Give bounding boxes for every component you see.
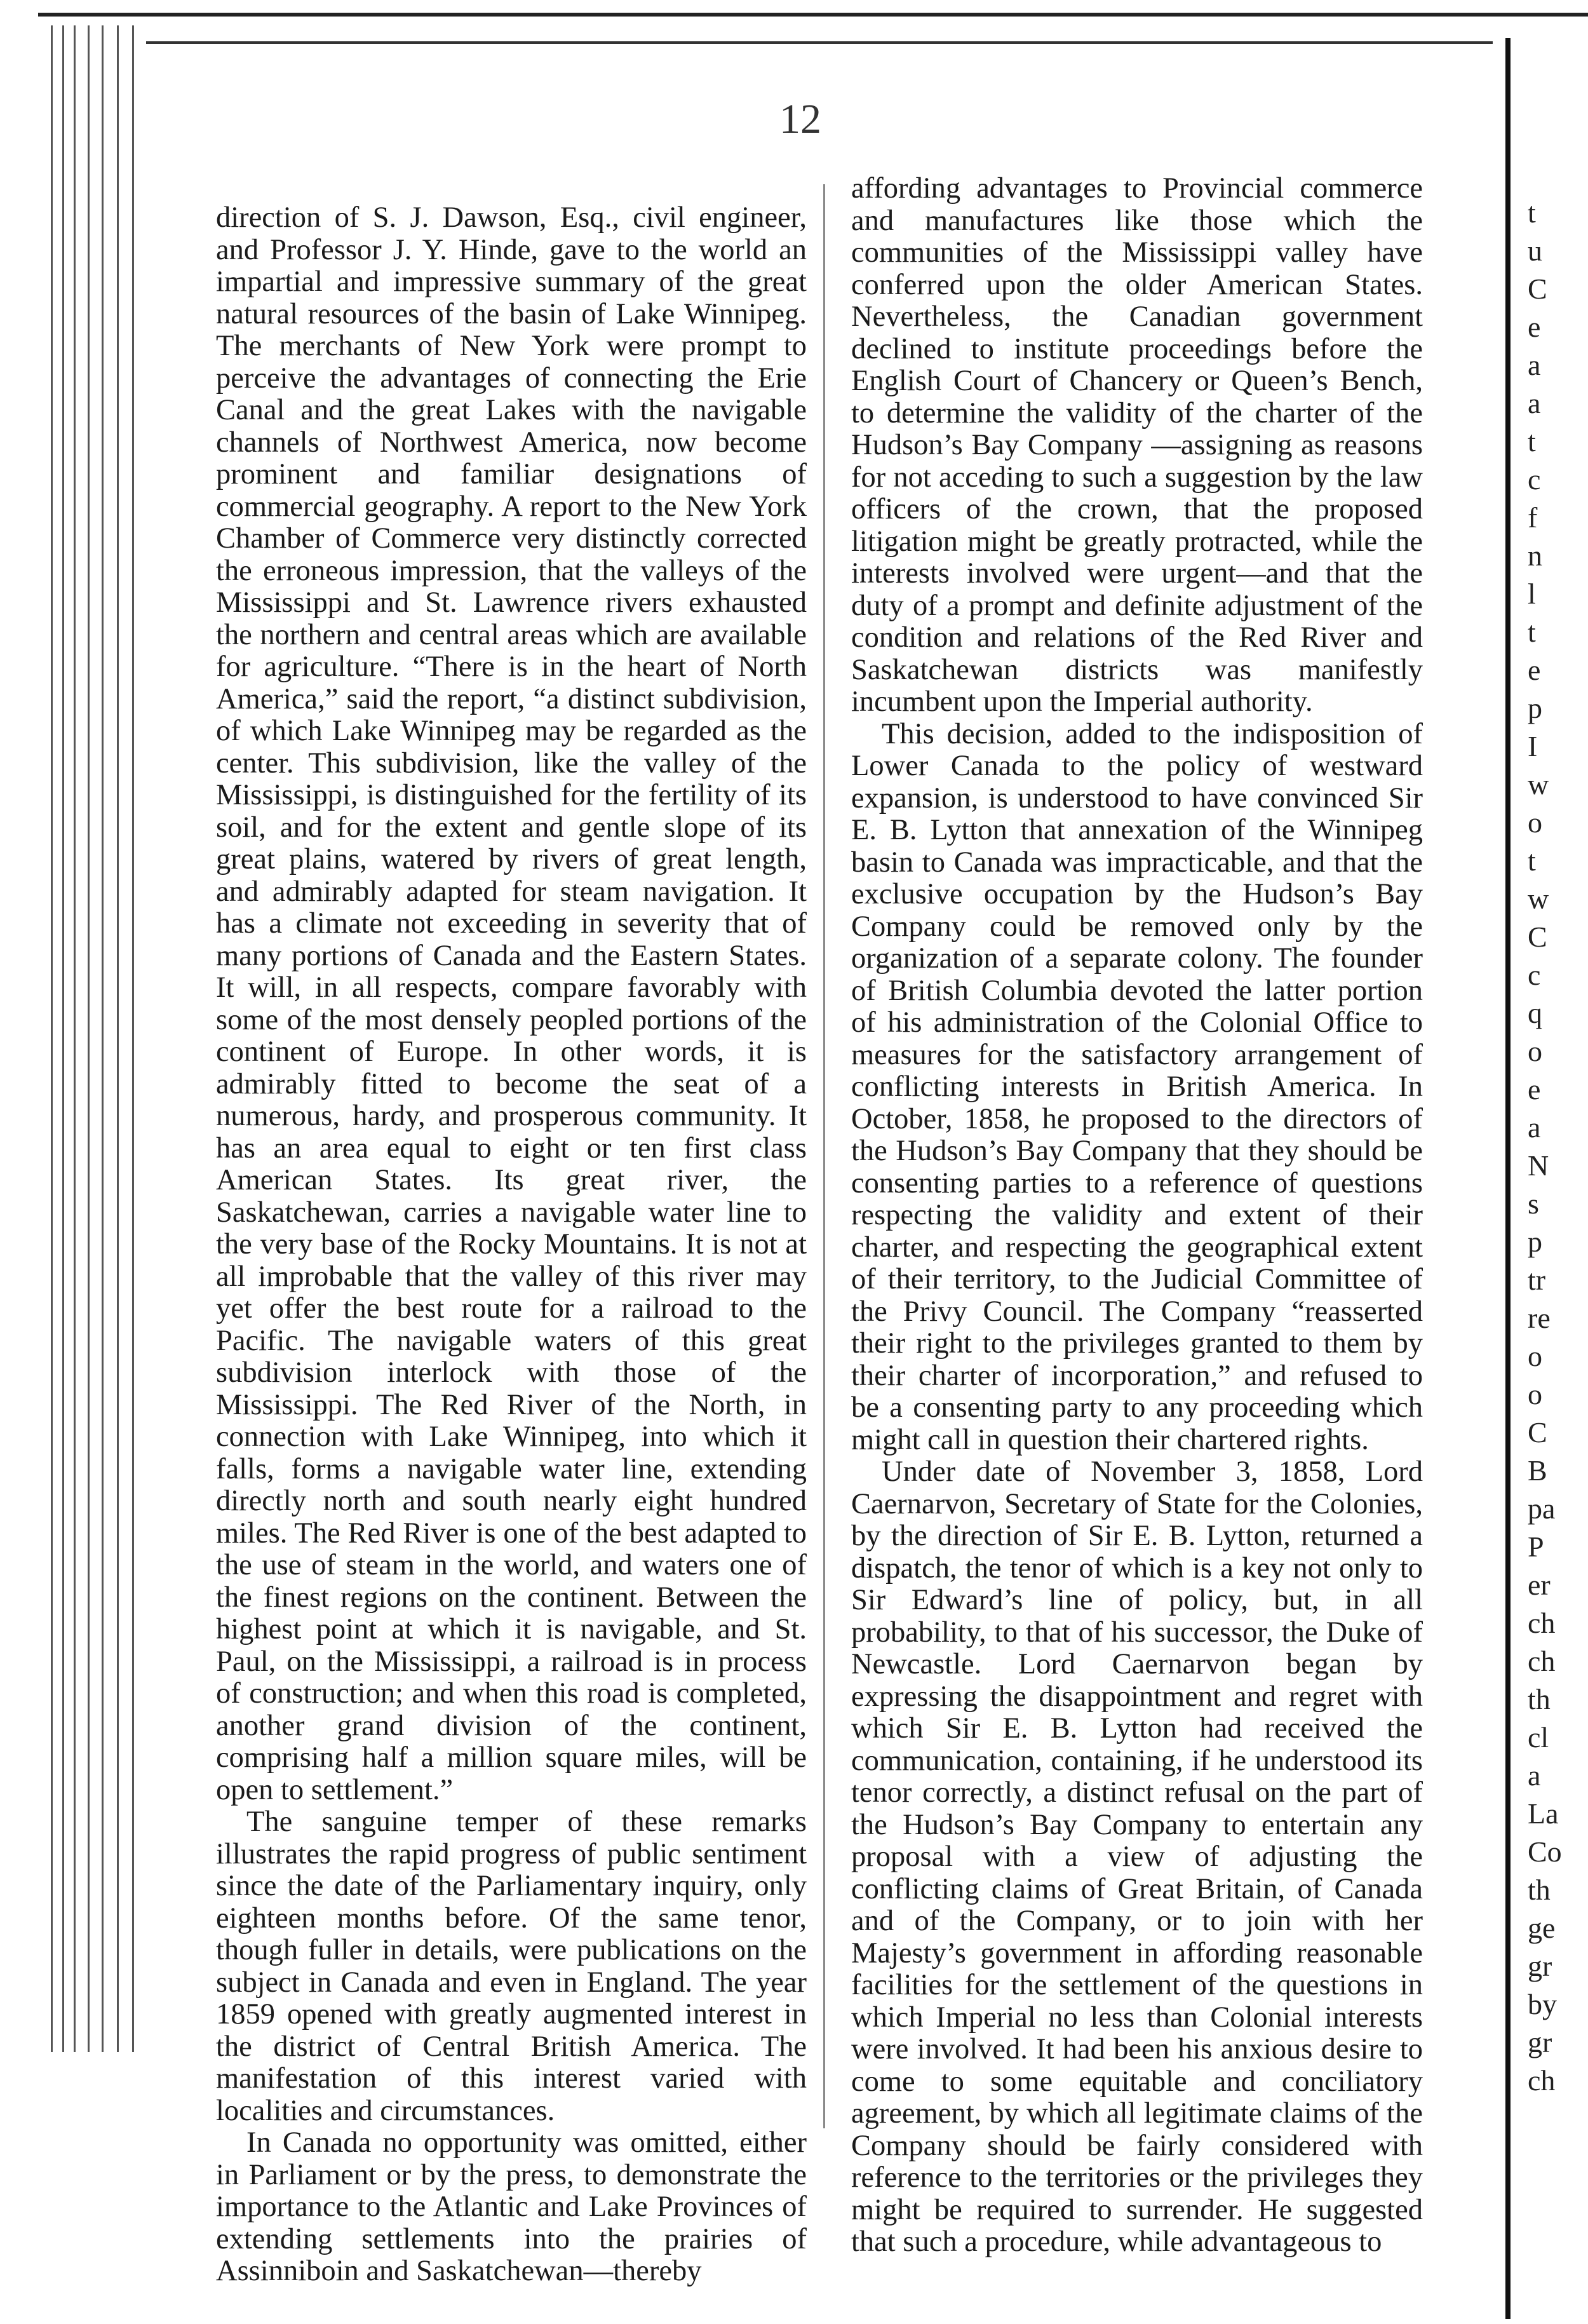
fragment-letter: w — [1528, 882, 1549, 915]
fragment-letter: re — [1528, 1302, 1551, 1334]
left-text-column — [216, 202, 807, 2288]
right-text-column — [851, 173, 1423, 2259]
fragment-letter: t — [1528, 425, 1536, 457]
fragment-letter: o — [1528, 806, 1542, 839]
fragment-letter: o — [1528, 1340, 1542, 1372]
fragment-letter: th — [1528, 1683, 1551, 1715]
column-divider — [823, 184, 825, 2128]
fragment-letter: a — [1528, 387, 1541, 419]
fragment-letter: p — [1528, 1226, 1542, 1258]
fragment-letter: ch — [1528, 2064, 1556, 2097]
fragment-letter: ge — [1528, 1912, 1556, 1944]
fragment-letter: c — [1528, 463, 1541, 496]
fragment-letter: I — [1528, 730, 1538, 762]
fragment-letter: p — [1528, 692, 1542, 724]
fragment-letter: N — [1528, 1149, 1549, 1182]
fragment-letter: La — [1528, 1797, 1559, 1830]
fragment-letter: B — [1528, 1454, 1547, 1487]
book-edge-pages — [51, 25, 146, 2052]
fragment-letter: C — [1528, 1416, 1547, 1449]
fragment-letter: t — [1528, 616, 1536, 648]
page-number: 12 — [779, 96, 821, 142]
fragment-letter: C — [1528, 273, 1547, 305]
paragraph: Under date of November 3, 1858, Lord Caernarvon, Secretary of State for the Colonies, by the direction of Sir E. B. Lytton, returned a dispatch, the tenor of which is a key not only to Sir Edward’s line of policy, but, in all probability, to that of his successor, the Duke of Newcastle. Lord Caernarvon began by expressing the disappointment and regret with which Sir E. B. Lytton had received the communication, containing, if he understood its tenor correctly, a distinct refusal on the part of the Hudson’s Bay Company to entertain any proposal with a view of adjusting the conflicting claims of Great Britain, of Canada and of the Company, or to join with her Majesty’s government in affording reasonable facilities for the settlement of the questions in which Imperial no less than Colonial interests were involved. It had been his anxious desire to come to some equitable and conciliatory agreement, by which all legitimate claims of the Company should be fairly considered with reference to the territories or the privileges they might be required to surrender. He suggested that such a procedure, while advantageous to — [851, 1456, 1423, 2258]
gutter-shadow — [1505, 38, 1511, 2319]
fragment-letter: q — [1528, 997, 1542, 1029]
paragraph: In Canada no opportunity was omitted, either in Parliament or by the press, to demonstrate the importance to the Atlantic and Lake Provinces of extending settlements into the prairies of Assinniboin and Saskatchewan—thereby — [216, 2126, 807, 2287]
fragment-letter: w — [1528, 768, 1549, 801]
fragment-letter: u — [1528, 234, 1542, 267]
fragment-letter: c — [1528, 959, 1541, 991]
fragment-letter: a — [1528, 1759, 1541, 1792]
fragment-letter: a — [1528, 349, 1541, 381]
next-page-fragment — [1515, 38, 1585, 2319]
paragraph: The sanguine temper of these remarks illustrates the rapid progress of public sentiment since the date of the Parliamentary inquiry, only eighteen months before. Of the same tenor, though fuller in details, were publications on the subject in Canada and even in England. The year 1859 opened with greatly augmented interest in the district of Central British America. The manifestation of this interest varied with localities and circumstances. — [216, 1806, 807, 2127]
fragment-letter: f — [1528, 501, 1538, 534]
fragment-letter: pa — [1528, 1492, 1556, 1525]
fragment-letter: P — [1528, 1530, 1544, 1563]
paragraph: direction of S. J. Dawson, Esq., civil engineer, and Professor J. Y. Hinde, gave to the world an impartial and impressive summary of the great natural resources of the basin of Lake Winnipeg. The merchants of New York were prompt to perceive the advantages of connecting the Erie Canal and the great Lakes with the navigable channels of Northwest America, now become prominent and familiar designations of commercial geography. A report to the New York Chamber of Commerce very distinctly corrected the erroneous impression, that the valleys of the Mississippi and St. Lawrence rivers exhausted the northern and central areas which are available for agriculture. “There is in the heart of North America,” said the report, “a distinct subdivision, of which Lake Winnipeg may be regarded as the center. This subdivision, like the valley of the Mississippi, is distinguished for the fertility of its soil, and for the extent and gentle slope of its great plains, watered by rivers of great length, and admirably adapted for steam navigation. It has a climate not exceeding in severity that of many portions of Canada and the Eastern States. It will, in all respects, compare favorably with some of the most densely peopled portions of the continent of Europe. In other words, it is admirably fitted to become the seat of a numerous, hardy, and prosperous community. It has an area equal to eight or ten first class American States. Its great river, the Saskatchewan, carries a navigable water line to the very base of the Rocky Mountains. It is not at all improbable that the valley of this river may yet offer the best route for a railroad to the Pacific. The navigable waters of this great subdivision interlock with those of the Mississippi. The Red River of the North, in connection with Lake Winnipeg, into which it falls, forms a navigable water line, extending directly north and south nearly eight hundred miles. The Red River is one of the best adapted to the use of steam in the world, and waters one of the finest regions on the continent. Between the highest point at which it is navigable, and St. Paul, on the Mississippi, a railroad is in process of construction; and when this road is completed, another grand division of the continent, comprising half a million square miles, will be open to settlement.” — [216, 201, 807, 1806]
fragment-letter: o — [1528, 1035, 1542, 1067]
fragment-letter: gr — [1528, 2026, 1552, 2058]
fragment-letter: t — [1528, 196, 1536, 229]
paragraph: affording advantages to Provincial commerce and manufactures like those which the communities of the Mississippi valley have conferred upon the older American States. Nevertheless, the Canadian government declined to institute proceedings before the English Court of Chancery or Queen’s Bench, to determine the validity of the charter of the Hudson’s Bay Company —assigning as reasons for not acceding to such a suggestion by the law officers of the crown, that the proposed litigation might be greatly protracted, while the interests involved were urgent—and that the duty of a prompt and definite adjustment of the condition and relations of the Red River and Saskatchewan districts was manifestly incumbent upon the Imperial authority. — [851, 172, 1423, 718]
fragment-letter: e — [1528, 1073, 1541, 1105]
fragment-letter: n — [1528, 539, 1542, 572]
fragment-letter: C — [1528, 921, 1547, 953]
fragment-letter: ch — [1528, 1607, 1556, 1639]
fragment-letter: ch — [1528, 1645, 1556, 1677]
fragment-letter: by — [1528, 1988, 1557, 2020]
fragment-letter: er — [1528, 1569, 1551, 1601]
fragment-letter: s — [1528, 1187, 1539, 1220]
fragment-letter: l — [1528, 578, 1536, 610]
fragment-letter: Co — [1528, 1835, 1562, 1868]
fragment-letter: th — [1528, 1874, 1551, 1906]
fragment-letter: e — [1528, 311, 1541, 343]
fragment-letter: cl — [1528, 1721, 1549, 1753]
paragraph: This decision, added to the indisposition of Lower Canada to the policy of westward expansion, is understood to have convinced Sir E. B. Lytton that annexation of the Winnipeg basin to Canada was impracticable, and that the exclusive occupation by the Hudson’s Bay Company could be removed only by the organization of a separate colony. The founder of British Columbia devoted the latter portion of his administration of the Colonial Office to measures for the satisfactory arrangement of conflicting interests in British America. In October, 1858, he proposed to the directors of the Hudson’s Bay Company that they should be consenting parties to a reference of questions respecting the validity and extent of their charter, and respecting the geographical extent of their territory, to the Judicial Committee of the Privy Council. The Company “reasserted their right to the privileges granted to them by their charter of incorporation,” and refused to be a consenting party to any proceeding which might call in question their chartered rights. — [851, 717, 1423, 1456]
fragment-letter: tr — [1528, 1264, 1546, 1296]
fragment-letter: a — [1528, 1111, 1541, 1144]
fragment-letter: e — [1528, 654, 1541, 686]
fragment-letter: o — [1528, 1378, 1542, 1410]
book-edge-top — [38, 13, 1588, 42]
fragment-letter: gr — [1528, 1950, 1552, 1982]
fragment-letter: t — [1528, 844, 1536, 877]
